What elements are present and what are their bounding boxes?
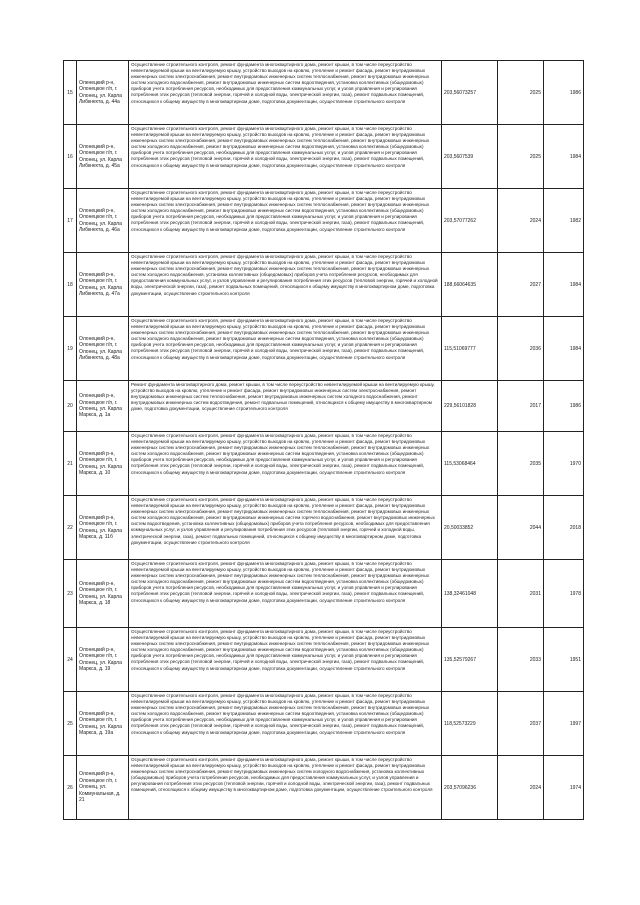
row-works: Осуществление строительного контроля, ремонт фундамента многоквартирного дома, ремонт крыши, в том числе переустройство невентилируемой крыши на вентилируемую крышу, устройство выходов на кровлю, утепление и ремонт фасада, ремонт внутридомовых инженерных систем электроснабжения, ремонт внутридомовых инженерных систем теплоснабжения, ремонт внутридомовых инженерных систем холодного водоснабжения, установка коллективных (общедомовых) приборов учета потребления ресурсов, необходимых для предоставления коммунальных услуг, и узлов управления и регулирования потребления этих ресурсов (тепловой энергии, горячей и холодной воды, электрической энергии, газа), ремонт подвальных помещений, относящихся к общему имуществу в многоквартирном доме, подготовка документации, осуществление строительного контроля — [129, 253, 442, 317]
row-works: Осуществление строительного контроля, ремонт фундамента многоквартирного дома, ремонт крыши, в том числе переустройство невентилируемой крыши на вентилируемую крышу, устройство выходов на кровлю, утепление и ремонт фасада, ремонт внутридомовых инженерных систем электроснабжения, ремонт внутридомовых инженерных систем теплоснабжения, ремонт внутридомовых инженерных систем холодного водоснабжения, ремонт внутридомовых инженерных систем водоотведения, установка коллективных (общедомовых) приборов учета потребления ресурсов, необходимых для предоставления коммунальных услуг, и узлов управления и регулирования потребления этих ресурсов (тепловой энергии, горячей и холодной воды, электрической энергии, газа), ремонт подвальных помещений, относящихся к общему имуществу в многоквартирном доме, подготовка документации, осуществление строительного контроля — [129, 189, 442, 253]
row-cost: 115,51069777 — [442, 317, 498, 381]
row-cost: 229,56101828 — [442, 381, 498, 432]
row-built-year: 1974 — [544, 756, 584, 820]
row-address: Олонецкий р-н, Олонецкое г/п, г. Олонец, ул. Карла Либкнехта, д. 45а — [77, 125, 129, 189]
row-works: Осуществление строительного контроля, ремонт фундамента многоквартирного дома, ремонт крыши, в том числе переустройство невентилируемой крыши на вентилируемую крышу, устройство выходов на кровлю, утепление и ремонт фасада, ремонт внутридомовых инженерных систем электроснабжения, ремонт внутридомовых инженерных систем теплоснабжения, ремонт внутридомовых инженерных систем холодного водоснабжения, ремонт внутридомовых инженерных систем водоотведения, установка коллективных (общедомовых) приборов учета потребления ресурсов, необходимых для предоставления коммунальных услуг, и узлов управления и регулирования потребления этих ресурсов (тепловой энергии, горячей и холодной воды, электрической энергии, газа), ремонт подвальных помещений, относящихся к общему имуществу в многоквартирном доме, подготовка документации, осуществление строительного контроля — [129, 432, 442, 496]
row-number: 19 — [64, 317, 77, 381]
row-cost: 115,53068464 — [442, 432, 498, 496]
row-works: Ремонт фундамента многоквартирного дома, ремонт крыши, в том числе переустройство невентилируемой крыши на вентилируемую крышу, устройство выходов на кровлю, утепление и ремонт фасада, ремонт внутридомовых инженерных систем электроснабжения, ремонт внутридомовых инженерных систем теплоснабжения, ремонт внутридомовых инженерных систем холодного водоснабжения, ремонт внутридомовых инженерных систем водоотведения, ремонт подвальных помещений, относящихся к общему имуществу в многоквартирном доме, подготовка документации, осуществление строительного контроля — [129, 381, 442, 432]
row-number: 17 — [64, 189, 77, 253]
row-built-year: 1986 — [544, 61, 584, 125]
table-row — [64, 317, 584, 381]
row-repair-year: 2044 — [498, 496, 544, 560]
row-number: 18 — [64, 253, 77, 317]
table-row — [64, 628, 584, 692]
row-cost: 20,50033852 — [442, 496, 498, 560]
row-repair-year: 2017 — [498, 381, 544, 432]
table-row — [64, 125, 584, 189]
row-cost: 203,57077262 — [442, 189, 498, 253]
table-row — [64, 432, 584, 496]
row-built-year: 1951 — [544, 628, 584, 692]
row-number: 15 — [64, 61, 77, 125]
row-repair-year: 2025 — [498, 61, 544, 125]
row-works: Осуществление строительного контроля, ремонт фундамента многоквартирного дома, ремонт крыши, в том числе переустройство невентилируемой крыши на вентилируемую крышу, устройство выходов на кровлю, утепление и ремонт фасада, ремонт внутридомовых инженерных систем электроснабжения, ремонт внутридомовых инженерных систем теплоснабжения, ремонт внутридомовых инженерных систем холодного водоснабжения, ремонт внутридомовых инженерных систем водоотведения, установка коллективных (общедомовых) приборов учета потребления ресурсов, необходимых для предоставления коммунальных услуг, и узлов управления и регулирования потребления этих ресурсов (тепловой энергии, горячей и холодной воды, электрической энергии, газа), ремонт подвальных помещений, относящихся к общему имуществу в многоквартирном доме, подготовка документации, осуществление строительного контроля — [129, 628, 442, 692]
row-number: 21 — [64, 432, 77, 496]
row-cost: 203,5607539 — [442, 125, 498, 189]
row-address: Олонецкий р-н, Олонецкое г/п, г. Олонец, ул. Коммунальная, д. 21 — [77, 756, 129, 820]
document-page — [63, 60, 583, 820]
row-repair-year: 2035 — [498, 432, 544, 496]
table-row — [64, 61, 584, 125]
row-cost: 203,57096236 — [442, 756, 498, 820]
row-number: 22 — [64, 496, 77, 560]
row-number: 25 — [64, 692, 77, 756]
row-works: Осуществление строительного контроля, ремонт фундамента многоквартирного дома, ремонт крыши, в том числе переустройство невентилируемой крыши на вентилируемую крышу, устройство выходов на кровлю, утепление и ремонт фасада, ремонт внутридомовых инженерных систем электроснабжения, ремонт внутридомовых инженерных систем холодного водоснабжения, установка коллективных (общедомовых) приборов учета потребления ресурсов, необходимых для предоставления коммунальных услуг, и узлов управления и регулирования потребления этих ресурсов (тепловой энергии, горячей и холодной воды, электрической энергии, газа), ремонт подвальных помещений, относящихся к общему имуществу в многоквартирном доме, подготовка документации, осуществление строительного контроля — [129, 756, 442, 820]
row-built-year: 1984 — [544, 317, 584, 381]
row-address: Олонецкий р-н, Олонецкое г/п, г. Олонец, ул. Карла Маркса, д. 18 — [77, 560, 129, 628]
row-built-year: 1986 — [544, 381, 584, 432]
capital-repair-table — [63, 60, 584, 820]
row-works: Осуществление строительного контроля, ремонт фундамента многоквартирного дома, ремонт крыши, в том числе переустройство невентилируемой крыши на вентилируемую крышу, устройство выходов на кровлю, утепление и ремонт фасада, ремонт внутридомовых инженерных систем электроснабжения, ремонт внутридомовых инженерных систем теплоснабжения, ремонт внутридомовых инженерных систем холодного водоснабжения, ремонт внутридомовых инженерных систем водоотведения, установка коллективных (общедомовых) приборов учета потребления ресурсов, необходимых для предоставления коммунальных услуг, и узлов управления и регулирования потребления этих ресурсов (тепловой энергии, горячей и холодной воды, электрической энергии, газа), ремонт подвальных помещений, относящихся к общему имуществу в многоквартирном доме, подготовка документации, осуществление строительного контроля — [129, 125, 442, 189]
row-number: 26 — [64, 756, 77, 820]
row-repair-year: 2037 — [498, 692, 544, 756]
row-repair-year: 2024 — [498, 756, 544, 820]
row-address: Олонецкий р-н, Олонецкое г/п, г. Олонец, ул. Карла Маркса, д. 19 — [77, 628, 129, 692]
row-address: Олонецкий р-н, Олонецкое г/п, г. Олонец, ул. Карла Маркса, д. 19а — [77, 692, 129, 756]
row-address: Олонецкий р-н, Олонецкое г/п, г. Олонец, ул. Карла Маркса, д. 1а — [77, 381, 129, 432]
row-repair-year: 2033 — [498, 628, 544, 692]
row-cost: 118,52573229 — [442, 692, 498, 756]
row-built-year: 1984 — [544, 125, 584, 189]
row-address: Олонецкий р-н, Олонецкое г/п, г. Олонец, ул. Карла Маркса, д. 10 — [77, 432, 129, 496]
row-address: Оленецкий р-н, Олонецкое г/п, г. Олонец, ул. Карла Либкнехта, д. 44а — [77, 61, 129, 125]
row-address: Олонецкий р-н, Олонецкое г/п, г. Олонец, ул. Карла Либкнехта, д. 48а — [77, 317, 129, 381]
row-repair-year: 2036 — [498, 317, 544, 381]
table-row — [64, 253, 584, 317]
row-built-year: 1997 — [544, 692, 584, 756]
table-row — [64, 381, 584, 432]
table-row — [64, 756, 584, 820]
row-cost: 188,66064635 — [442, 253, 498, 317]
row-number: 20 — [64, 381, 77, 432]
row-repair-year: 2024 — [498, 189, 544, 253]
row-address: Олонецкий р-н, Олонецкое г/п, г. Олонец, ул. Карла Либкнехта, д. 46а — [77, 189, 129, 253]
row-works: Осуществление строительного контроля, ремонт фундамента многоквартирного дома, ремонт крыши, в том числе переустройство невентилируемой крыши на вентилируемую крышу, устройство выходов на кровлю, утепление и ремонт фасада, ремонт внутридомовых инженерных систем электроснабжения, ремонт внутридомовых инженерных систем теплоснабжения, ремонт внутридомовых инженерных систем холодного водоснабжения, ремонт внутридомовых инженерных систем водоотведения, установка коллективных (общедомовых) приборов учета потребления ресурсов, необходимых для предоставления коммунальных услуг, и узлов управления и регулирования потребления этих ресурсов (тепловой энергии, горячей и холодной воды, электрической энергии, газа), ремонт подвальных помещений, относящихся к общему имуществу в многоквартирном доме, подготовка документации, осуществление строительного контроля — [129, 317, 442, 381]
row-number: 24 — [64, 628, 77, 692]
row-address: Олонецкий р-н, Олонецкое г/п, г. Олонец, ул. Карла Либкнехта, д. 47а — [77, 253, 129, 317]
row-works: Осуществление строительного контроля, ремонт фундамента многоквартирного дома, ремонт крыши, в том числе переустройство невентилируемой крыши на вентилируемую крышу, устройство выходов на кровлю, утепление и ремонт фасада, ремонт внутридомовых инженерных систем электроснабжения, ремонт внутридомовых инженерных систем теплоснабжения, ремонт внутридомовых инженерных систем холодного водоснабжения, ремонт внутридомовых инженерных систем горячего водоснабжения, ремонт внутридомовых инженерных систем водоотведения, установка коллективных (общедомовых) приборов учета потребления ресурсов, необходимых для предоставления коммунальных услуг, и узлов управления и регулирования потребления этих ресурсов (тепловой энергии, горячей и холодной воды, электрической энергии, газа), ремонт подвальных помещений, относящихся к общему имуществу в многоквартирном доме, подготовка документации, осуществление строительного контроля — [129, 496, 442, 560]
row-cost: 203,56073257 — [442, 61, 498, 125]
row-cost: 138,32461048 — [442, 560, 498, 628]
table-row — [64, 189, 584, 253]
row-works: Осуществление строительного контроля, ремонт фундамента многоквартирного дома, ремонт крыши, в том числе переустройство невентилируемой крыши на вентилируемую крышу, устройство выходов на кровлю, утепление и ремонт фасада, ремонт внутридомовых инженерных систем электроснабжения, ремонт внутридомовых инженерных систем теплоснабжения, ремонт внутридомовых инженерных систем холодного водоснабжения, ремонт внутридомовых инженерных систем водоотведения, установка коллективных (общедомовых) приборов учета потребления ресурсов, необходимых для предоставления коммунальных услуг, и узлов управления и регулирования потребления этих ресурсов (тепловой энергии, горячей и холодной воды, электрической энергии, газа), ремонт подвальных помещений, относящихся к общему имуществу в многоквартирном доме, подготовка документации, осуществление строительного контроля — [129, 61, 442, 125]
row-repair-year: 2025 — [498, 125, 544, 189]
row-built-year: 1984 — [544, 253, 584, 317]
row-address: Олонецкий р-н, Олонецкое г/п, г. Олонец, ул. Карла Маркса, д. 11б — [77, 496, 129, 560]
table-row — [64, 692, 584, 756]
row-built-year: 1982 — [544, 189, 584, 253]
row-built-year: 1970 — [544, 432, 584, 496]
row-cost: 135,52579267 — [442, 628, 498, 692]
table-body — [64, 61, 584, 820]
row-number: 16 — [64, 125, 77, 189]
row-works: Осуществление строительного контроля, ремонт фундамента многоквартирного дома, ремонт крыши, в том числе переустройство невентилируемой крыши на вентилируемую крышу, устройство выходов на кровлю, утепление и ремонт фасада, ремонт внутридомовых инженерных систем электроснабжения, ремонт внутридомовых инженерных систем теплоснабжения, ремонт внутридомовых инженерных систем холодного водоснабжения, ремонт внутридомовых инженерных систем водоотведения, установка коллективных (общедомовых) приборов учета потребления ресурсов, необходимых для предоставления коммунальных услуг, и узлов управления и регулирования потребления этих ресурсов (тепловой энергии, горячей и холодной воды, электрической энергии, газа), ремонт подвальных помещений, относящихся к общему имуществу в многоквартирном доме, подготовка документации, осуществление строительного контроля — [129, 692, 442, 756]
table-row — [64, 560, 584, 628]
row-built-year: 1978 — [544, 560, 584, 628]
row-built-year: 2018 — [544, 496, 584, 560]
row-number: 23 — [64, 560, 77, 628]
row-works: Осуществление строительного контроля, ремонт фундамента многоквартирного дома, ремонт крыши, в том числе переустройство невентилируемой крыши на вентилируемую крышу, устройство выходов на кровлю, утепление и ремонт фасада, ремонт внутридомовых инженерных систем электроснабжения, ремонт внутридомовых инженерных систем теплоснабжения, ремонт внутридомовых инженерных систем холодного водоснабжения, ремонт внутридомовых инженерных систем водоотведения, установка коллективных (общедомовых) приборов учета потребления ресурсов, необходимых для предоставления коммунальных услуг, и узлов управления и регулирования потребления этих ресурсов (тепловой энергии, горячей и холодной воды, электрической энергии, газа), ремонт подвальных помещений, относящихся к общему имуществу в многоквартирном доме, подготовка документации, осуществление строительного контроля — [129, 560, 442, 628]
row-repair-year: 2031 — [498, 560, 544, 628]
table-row — [64, 496, 584, 560]
row-repair-year: 2027 — [498, 253, 544, 317]
